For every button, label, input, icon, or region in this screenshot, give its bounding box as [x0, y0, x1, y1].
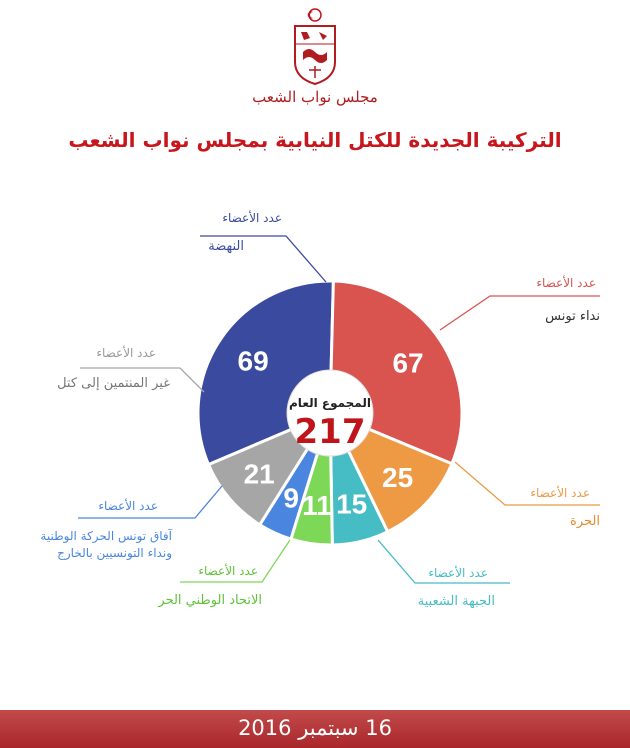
legend-members-label-3: عدد الأعضاء — [428, 566, 488, 580]
total-value: 217 — [294, 412, 366, 452]
legend-name-0: النهضة — [208, 239, 244, 254]
slice-value-3: 15 — [336, 488, 368, 520]
legend-members-label-1: عدد الأعضاء — [536, 276, 596, 290]
slice-value-1: 67 — [392, 347, 424, 379]
total-label: المجموع العام — [289, 396, 371, 410]
legend-name-4: الاتحاد الوطني الحر — [158, 593, 262, 608]
legend-members-label-5: عدد الأعضاء — [98, 499, 158, 513]
legend-name-2: الحرة — [570, 514, 600, 529]
legend-name-5-line-1: آفاق تونس الحركة الوطنية — [40, 529, 172, 543]
slice-value-4: 11 — [302, 490, 332, 522]
legend-name-1: نداء تونس — [545, 309, 600, 324]
slice-value-0: 69 — [237, 345, 269, 377]
slice-value-6: 21 — [243, 458, 275, 490]
slice-value-2: 25 — [382, 461, 414, 493]
legend-members-label-0: عدد الأعضاء — [222, 211, 282, 225]
legend-members-label-6: عدد الأعضاء — [96, 346, 156, 360]
legend-members-label-4: عدد الأعضاء — [198, 564, 258, 578]
legend-members-label-2: عدد الأعضاء — [530, 486, 590, 500]
page-title: التركيبة الجديدة للكتل النيابية بمجلس نواب الشعب — [68, 128, 562, 152]
org-name: مجلس نواب الشعب — [252, 88, 378, 106]
legend-name-5-line-2: ونداء التونسيين بالخارج — [57, 546, 172, 560]
legend-name-3: الجبهة الشعبية — [417, 594, 495, 609]
slice-value-5: 9 — [283, 482, 299, 514]
legend-name-6: غير المنتمين إلى كتل — [57, 376, 170, 391]
footer-date: 16 سبتمبر 2016 — [238, 716, 392, 740]
